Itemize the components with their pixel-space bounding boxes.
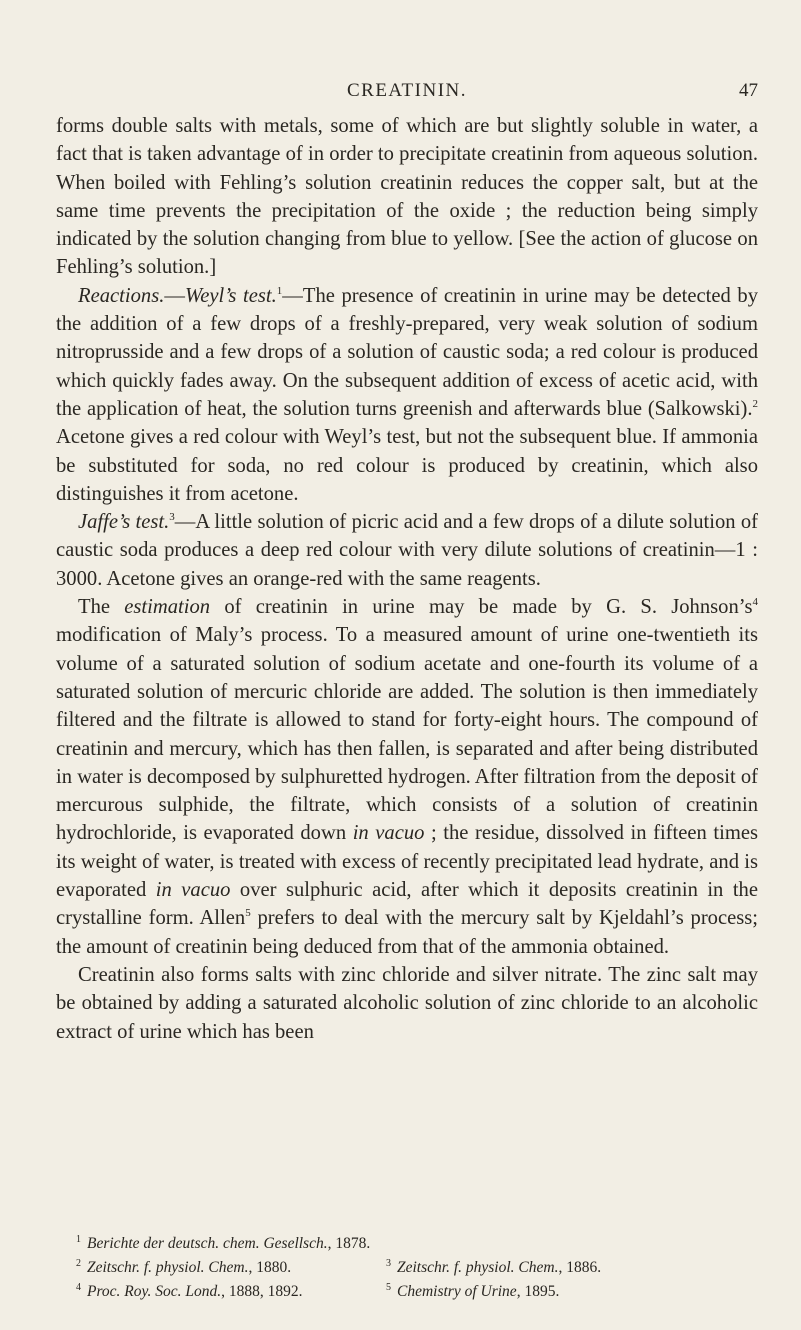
in-vacuo-2: in vacuo [155, 879, 231, 902]
heading-dash: — [164, 284, 185, 307]
footnote-2 [76, 1254, 386, 1278]
footnote-1 [76, 1230, 370, 1254]
estimation-term: estimation [124, 596, 211, 619]
footnote-source: Berichte der deutsch. chem. Gesellsch. [87, 1235, 328, 1253]
footnote-mark: 5 [386, 1282, 391, 1294]
footnote-ref-1: 1 [276, 284, 283, 297]
footnote-source: Zeitschr. f. physiol. Chem. [397, 1259, 559, 1277]
weyl-test-name: Weyl’s test. [184, 284, 277, 307]
paragraph-double-salts: forms double salts with metals, some of which are but slightly soluble in water, a fact that is taken advantage of in order to precipitate creatinin from aqueous solution. When boiled with Fehling’s solution creatinin reduces the copper salt, but at the same time prevents the precipitation of the oxide ; the reduction being simply indicated by the solution changing from blue to yellow. [See the action of glucose on Fehling’s solution.] [56, 115, 758, 279]
footnote-row [76, 1278, 766, 1302]
footnote-mark: 3 [386, 1258, 391, 1270]
footnote-mark: 2 [76, 1258, 81, 1270]
weyl-text-a: —The presence of creatinin in urine may be detected by the addition of a few drops of a freshly-prepared, very weak solution of sodium nitroprusside and a few drops of a solution of caustic soda; a red colour is produced which quickly fades away. On the subsequent addition of excess of acetic acid, with the application of heat, the solution turns greenish and afterwards blue (Salkowski). [56, 284, 758, 420]
estimation-lead: The [78, 596, 125, 619]
paragraph-jaffe-test [56, 508, 758, 593]
footnote-source: Chemistry of Urine [397, 1283, 517, 1301]
footnote-row [76, 1254, 766, 1278]
estimation-text-c: ; the residue, dissolved in fifteen times its weight of water, is treated with excess of recently precipitated lead hydrate, and is evaporated [56, 822, 758, 902]
body-text [56, 112, 758, 1046]
in-vacuo-1: in vacuo [352, 822, 425, 845]
footnotes [76, 1230, 766, 1302]
footnote-3 [386, 1254, 601, 1278]
footnote-mark: 1 [76, 1234, 81, 1245]
footnote-row [76, 1230, 766, 1254]
paragraph-weyl-test [56, 282, 758, 508]
estimation-text-e: prefers to deal with the mercury salt by Kjeldahl’s process; the amount of creatinin being deduced from that of the ammonia obtained. [56, 907, 759, 958]
jaffe-text: —A little solution of picric acid and a few drops of a dilute solution of caustic soda produces a deep red colour with very dilute solutions of creatinin—1 : 3000. Acetone gives an orange-red with the same reagents. [56, 511, 758, 590]
footnote-year: , 1886. [558, 1259, 602, 1277]
footnote-ref-3: 3 [169, 511, 175, 524]
paragraph-estimation [56, 593, 758, 961]
reactions-heading: Reactions. [78, 284, 165, 307]
footnote-year: , 1895. [516, 1283, 560, 1301]
footnote-4 [76, 1278, 386, 1302]
footnote-ref-4: 4 [752, 596, 758, 609]
running-title: CREATININ. [346, 80, 468, 101]
paragraph-zinc-salts: Creatinin also forms salts with zinc chloride and silver nitrate. The zinc salt may be obtained by adding a saturated alcoholic solution of zinc chloride to an alcoholic extract of urine which has been [56, 963, 758, 1043]
footnote-mark: 4 [76, 1282, 81, 1294]
footnote-ref-2: 2 [752, 398, 758, 411]
footnote-year: , 1878. [327, 1235, 371, 1253]
footnote-year: , 1888, 1892. [221, 1283, 303, 1301]
page-header [56, 80, 758, 110]
footnote-year: , 1880. [248, 1259, 292, 1277]
estimation-text-a: of creatinin in urine may be made by G. S. Johnson’s [210, 596, 753, 619]
footnote-source: Proc. Roy. Soc. Lond. [87, 1283, 222, 1301]
footnote-source: Zeitschr. f. physiol. Chem. [87, 1259, 249, 1277]
weyl-text-b: Acetone gives a red colour with Weyl’s test, but not the subsequent blue. If ammonia be substituted for soda, no red colour is produced by creatinin, which also distinguishes it from acetone. [56, 426, 758, 505]
page-number: 47 [739, 80, 758, 101]
jaffe-test-name: Jaffe’s test. [78, 511, 170, 534]
footnote-ref-5: 5 [245, 907, 251, 920]
footnote-5 [386, 1278, 559, 1302]
estimation-text-b: modification of Maly’s process. To a measured amount of urine one-twentieth its volume of a saturated solution of sodium acetate and one-fourth its volume of a saturated solution of mercuric chloride are added. The solution is then immediately filtered and the filtrate is allowed to stand for forty-eight hours. The compound of creatinin and mercury, which has then fallen, is separated and after being distributed in water is decomposed by sulphuretted hydrogen. After filtration from the deposit of mercurous sulphide, the filtrate, which consists of a solution of creatinin hydrochloride, is evaporated down [56, 624, 758, 845]
estimation-text-d: over sulphuric acid, after which it deposits creatinin in the crystalline form. Allen [56, 879, 758, 930]
